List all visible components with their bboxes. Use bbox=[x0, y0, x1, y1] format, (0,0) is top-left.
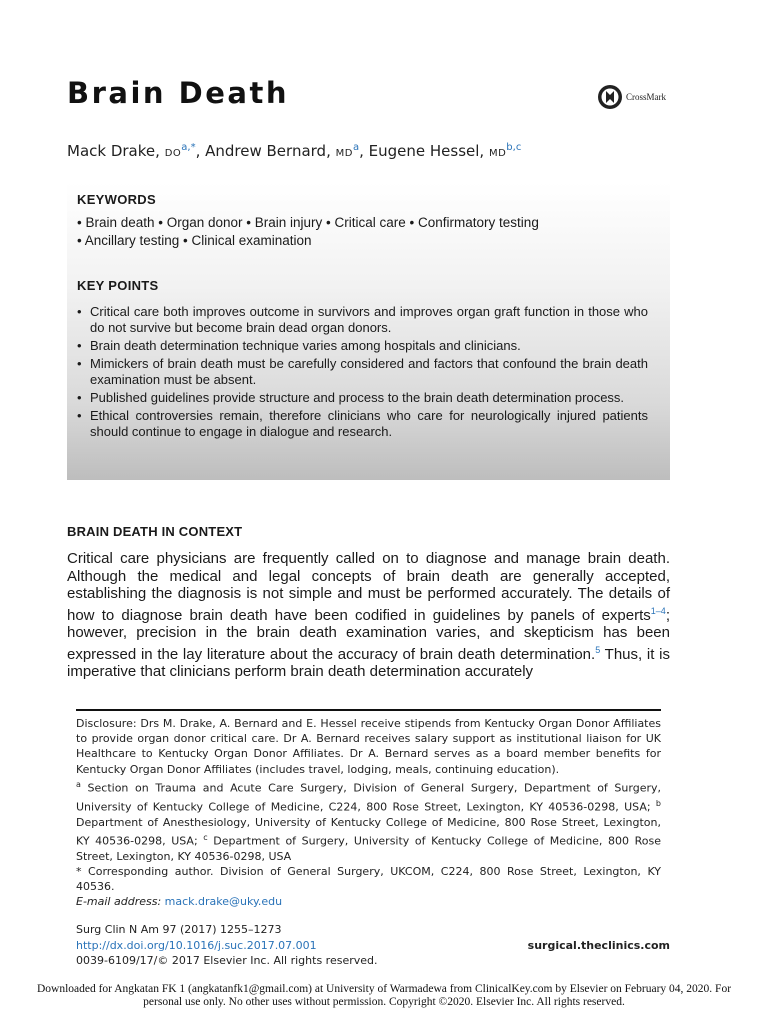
key-point-item: • Brain death determination technique varies among hospitals and clinicians. bbox=[77, 338, 648, 354]
keywords-line: • Ancillary testing • Clinical examination bbox=[77, 233, 312, 248]
author-name: Eugene Hessel, bbox=[368, 142, 485, 160]
author-name: Mack Drake, bbox=[67, 142, 160, 160]
affiliations-note: $^a$ Section on Trauma and Acute Care Surgery, Division of General Surgery, Department of Surgery, University of Kentucky College of Medicine, C224, 800 Rose Street, Lexington, KY 40536-0298, USA; $^b$ Department of Anesthesiology, University of Kentucky College of Medicine, 800 Rose Street, Lexington, KY 40536-0298, USA; $^c$ Department of Surgery, University of Kentucky College of Medicine, 800 Rose Street, Lexington, KY 40536-0298, USA bbox=[76, 779, 662, 863]
body-paragraph: Critical care physicians are frequently called on to diagnose and manage brain death. Although the medical and legal concepts of brain death are generally accepted, establishing the diagnosis is not simple and must be performed accurately. The details of how to diagnose brain death have been codified in guidelines by panels of experts$^{1-4}$; however, precision in the brain death examination varies, and skepticism has been expressed in the lay literature about the accuracy of brain death determination.$^5$ Thus, it is imperative that clinicians perform brain death determination accurately bbox=[67, 550, 670, 680]
journal-info bbox=[76, 922, 670, 969]
author-degree: DO bbox=[164, 148, 182, 159]
key-points-list bbox=[77, 304, 648, 442]
author-affiliation-mark[interactable]: a bbox=[352, 142, 360, 153]
author-name: Andrew Bernard, bbox=[205, 142, 331, 160]
keywords-heading: KEYWORDS bbox=[77, 192, 156, 207]
reference-link[interactable]: 1–4 bbox=[650, 605, 666, 616]
corresponding-author-note: * Corresponding author. Division of General Surgery, UKCOM, C224, 800 Rose Street, Lexington, KY 40536. bbox=[76, 864, 661, 893]
section-heading: BRAIN DEATH IN CONTEXT bbox=[67, 524, 243, 539]
email-link[interactable]: mack.drake@uky.edu bbox=[164, 895, 283, 909]
key-points-heading: KEY POINTS bbox=[77, 278, 159, 293]
footnote-divider bbox=[76, 709, 661, 711]
key-point-item: • Published guidelines provide structure and process to the brain death determination process. bbox=[77, 390, 648, 406]
journal-citation: Surg Clin N Am 97 (2017) 1255–1273 bbox=[76, 923, 282, 936]
keywords-line: • Brain death • Organ donor • Brain injury • Critical care • Confirmatory testing bbox=[77, 215, 539, 230]
article-title: Brain Death bbox=[67, 76, 289, 110]
key-point-item: • Ethical controversies remain, therefore clinicians who care for neurologically injured patients should continue to engage in dialogue and research. bbox=[77, 408, 648, 440]
footnotes bbox=[76, 716, 661, 909]
author-affiliation-mark[interactable]: b,c bbox=[506, 142, 522, 153]
journal-site[interactable]: surgical.theclinics.com bbox=[527, 938, 670, 952]
email-line: E-mail address: mack.drake@uky.edu bbox=[76, 895, 283, 909]
crossmark-badge[interactable] bbox=[597, 84, 666, 110]
author-degree: MD bbox=[488, 148, 507, 159]
crossmark-label: CrossMark bbox=[626, 92, 666, 102]
disclosure-note: Disclosure: Drs M. Drake, A. Bernard and E. Hessel receive stipends from Kentucky Organ Donor Affiliates to provide organ donor critical care. Dr A. Bernard receives salary support as institutional liaison for UK Healthcare to Kentucky Organ Donor Affiliates. Dr A. Bernard serves as a board member benefits for Kentucky Organ Donor Affiliates (includes travel, lodging, meals, continuing education). bbox=[76, 717, 661, 776]
doi-link[interactable]: http://dx.doi.org/10.1016/j.suc.2017.07.001 bbox=[76, 938, 317, 952]
keywords-keypoints-box bbox=[67, 182, 670, 480]
author-list: Mack Drake, $DO^{a,*}$, Andrew Bernard, $MD^a$, Eugene Hessel, MD$^{b,c}$ bbox=[67, 142, 522, 160]
download-notice: Downloaded for Angkatan FK 1 (angkatanfk1@gmail.com) at University of Warmadewa from ClinicalKey.com by Elsevier on February 04, 2020. For personal use only. No other uses without permission. Copyright ©2020. Elsevier Inc. All rights reserved. bbox=[36, 983, 732, 1008]
author-affiliation-mark[interactable]: a,* bbox=[181, 142, 196, 153]
crossmark-icon bbox=[597, 84, 623, 110]
key-point-item: • Mimickers of brain death must be carefully considered and factors that confound the brain death examination must be absent. bbox=[77, 356, 648, 388]
key-point-item: • Critical care both improves outcome in survivors and improves organ graft function in those who do not survive but become brain dead organ donors. bbox=[77, 304, 648, 336]
copyright-line: 0039-6109/17/© 2017 Elsevier Inc. All rights reserved. bbox=[76, 954, 378, 968]
reference-link[interactable]: 5 bbox=[595, 644, 601, 655]
author-degree: MD bbox=[335, 148, 353, 159]
